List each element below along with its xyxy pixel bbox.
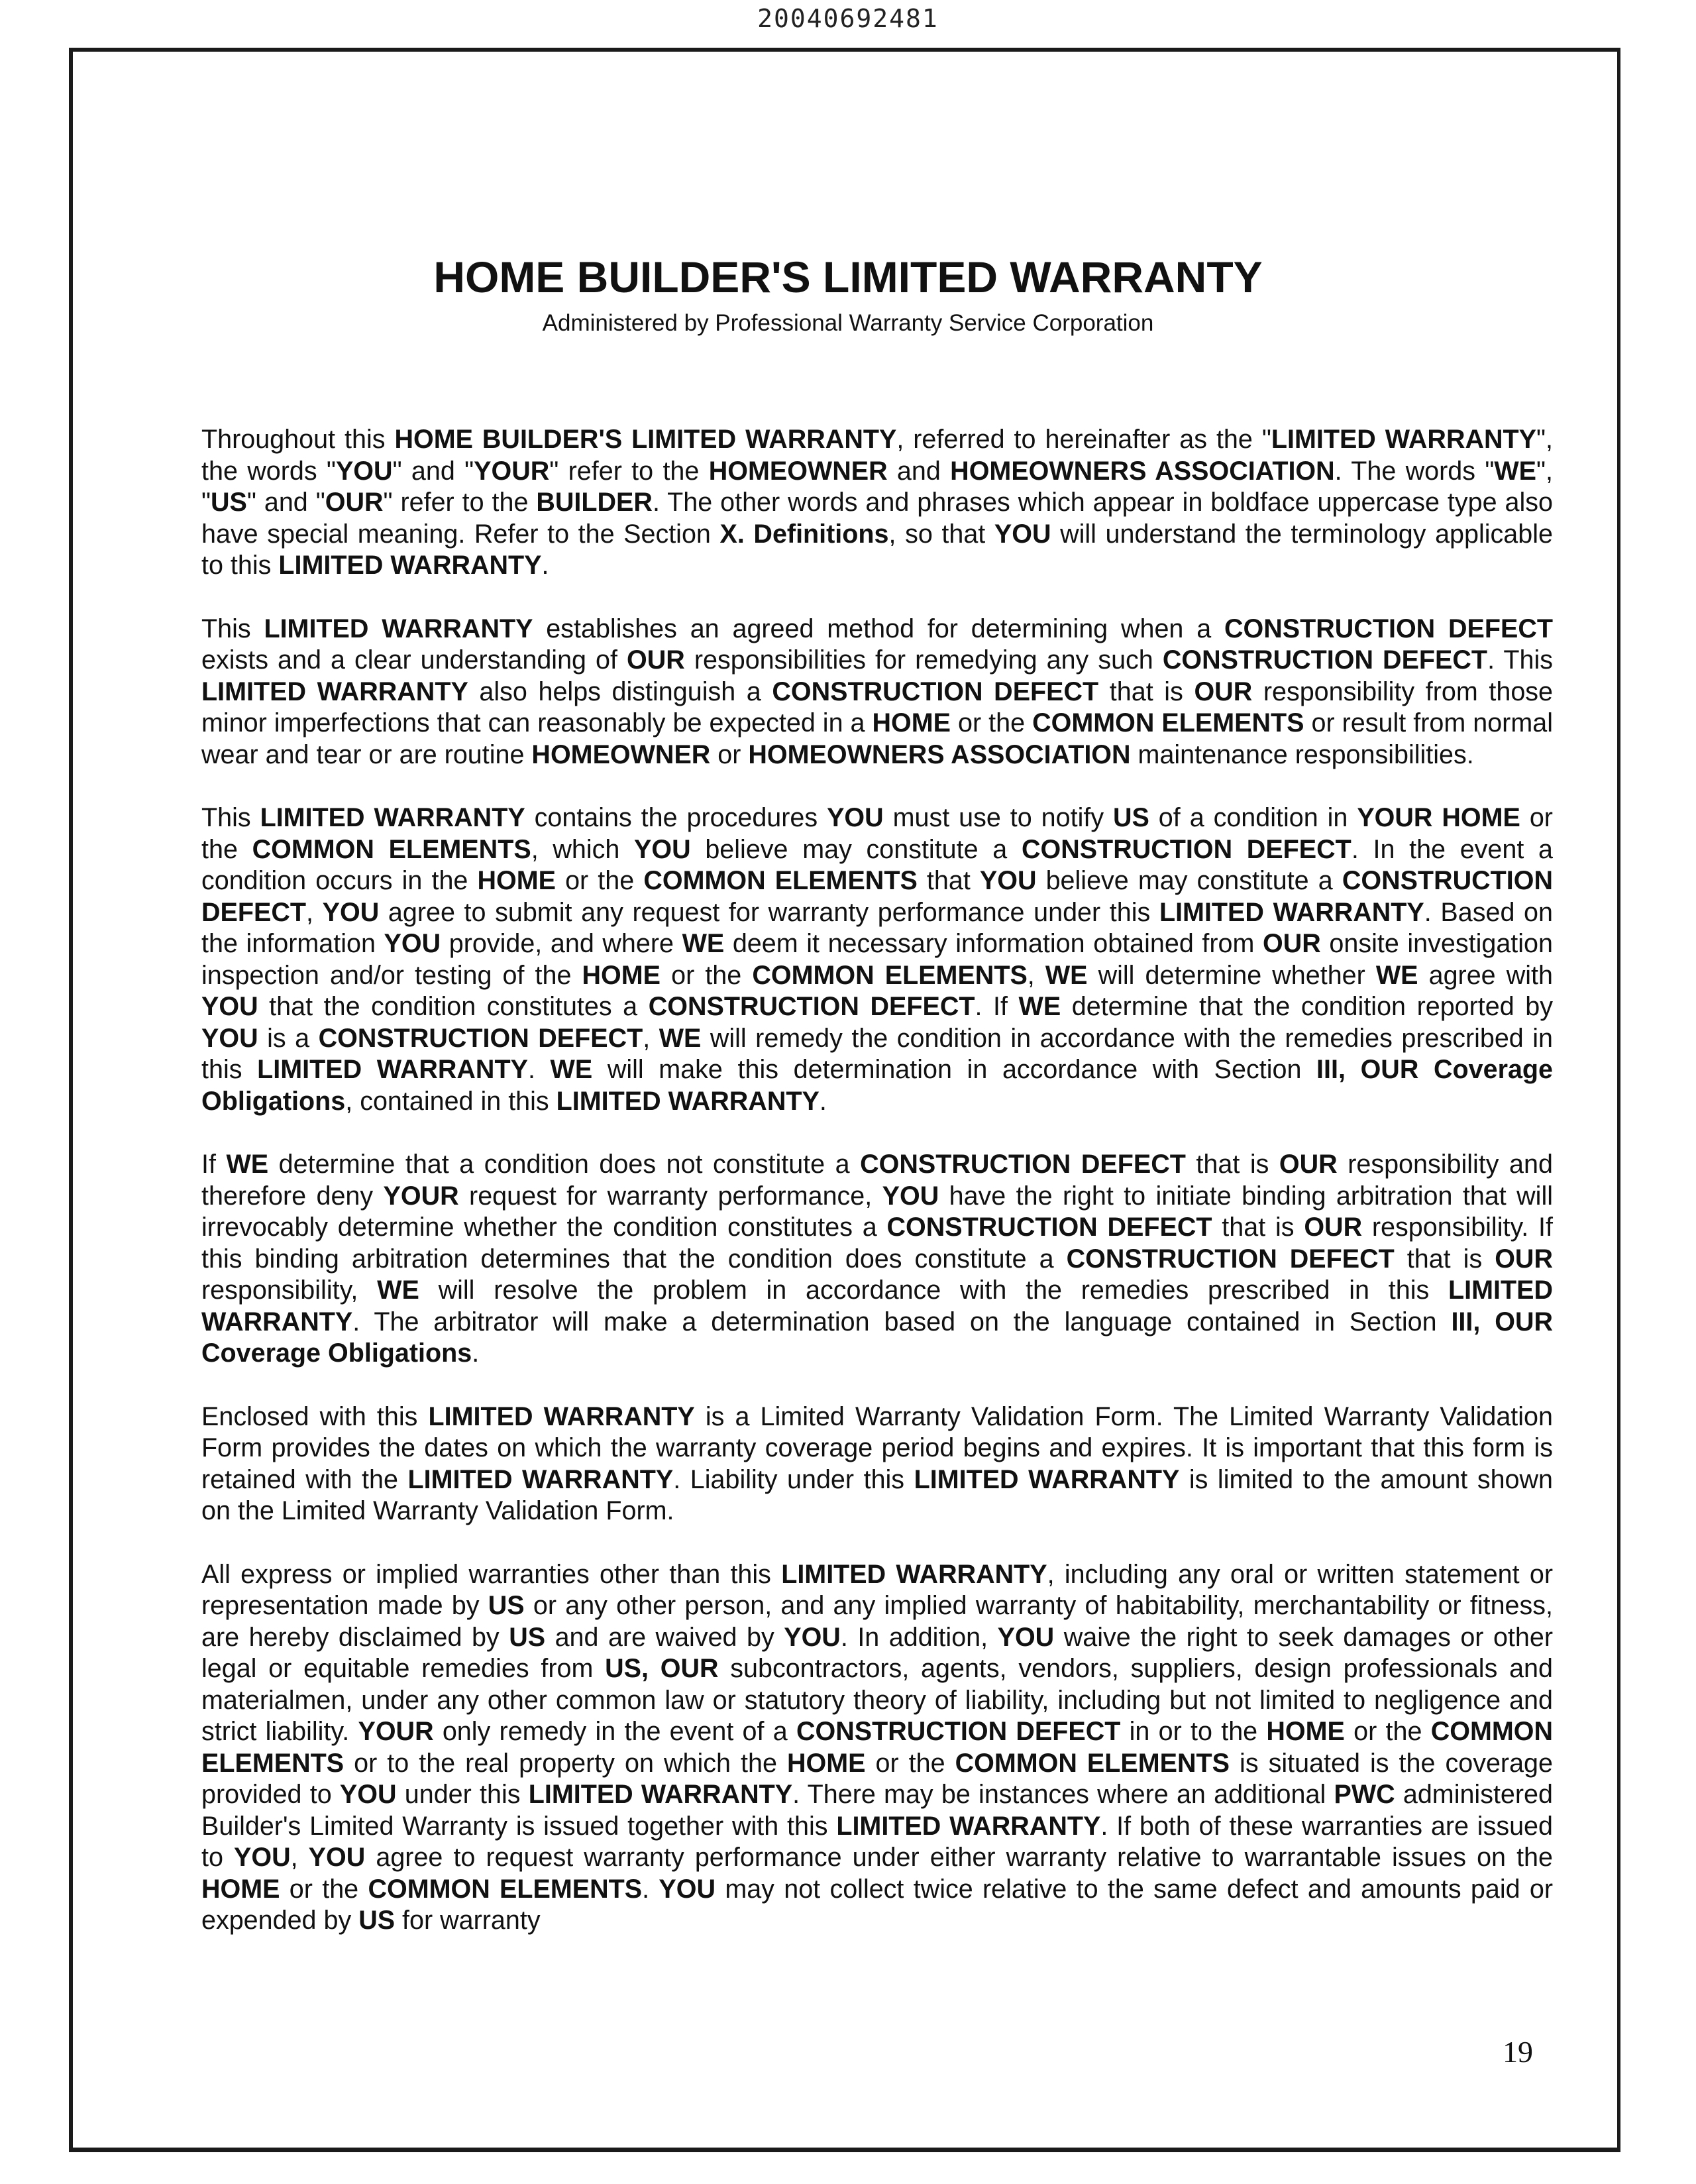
text-run: responsibility. If this binding arbitration determines that the condition does constitute a bbox=[201, 1213, 1553, 1274]
defined-term: CONSTRUCTION DEFECT bbox=[1162, 645, 1488, 675]
text-run: also helps distinguish a bbox=[468, 677, 772, 706]
text-run: " and " bbox=[392, 456, 474, 486]
defined-term: YOU bbox=[979, 866, 1037, 895]
text-run: responsibilities for remedying any such bbox=[684, 645, 1163, 675]
text-run: agree to submit any request for warranty performance under this bbox=[379, 897, 1159, 927]
paragraph-introduction bbox=[201, 424, 1553, 582]
defined-term: HOMEOWNER bbox=[708, 456, 888, 486]
defined-term: YOU bbox=[201, 992, 258, 1021]
defined-term: LIMITED WARRANTY bbox=[257, 1055, 528, 1084]
defined-term: CONSTRUCTION DEFECT bbox=[772, 677, 1099, 706]
defined-term: COMMON ELEMENTS bbox=[252, 834, 531, 864]
text-run: believe may constitute a bbox=[690, 834, 1022, 864]
text-run: agree to request warranty performance under either warranty relative to warrantable issues on the bbox=[365, 1843, 1553, 1872]
text-run: exists and a clear understanding of bbox=[201, 645, 627, 675]
text-run: or the bbox=[1344, 1717, 1431, 1746]
defined-term: US bbox=[211, 488, 247, 517]
defined-term: OUR bbox=[1304, 1213, 1363, 1242]
text-run: in or to the bbox=[1120, 1717, 1267, 1746]
text-run: will make this determination in accordance with Section bbox=[592, 1055, 1317, 1084]
defined-term: US bbox=[358, 1906, 396, 1935]
defined-term: YOU bbox=[827, 803, 884, 832]
defined-term: HOMEOWNERS ASSOCIATION bbox=[950, 456, 1335, 486]
page-number: 19 bbox=[1503, 2035, 1533, 2069]
text-run: that is bbox=[1185, 1150, 1279, 1179]
defined-term: OUR bbox=[1263, 929, 1321, 958]
text-run: or bbox=[710, 739, 749, 769]
defined-term: CONSTRUCTION DEFECT bbox=[1021, 834, 1352, 864]
defined-term: YOU bbox=[234, 1843, 291, 1872]
document-subtitle: Administered by Professional Warranty Service Corporation bbox=[542, 310, 1154, 336]
text-run: If bbox=[201, 1150, 227, 1179]
text-run: subcontractors, agents, vendors, suppliers, design professionals and materialmen, under any other common law or statutory theory of liability, including but not limited to negligence and strict liability. bbox=[201, 1654, 1553, 1746]
defined-term: CONSTRUCTION DEFECT bbox=[1224, 614, 1554, 643]
defined-term: WE bbox=[1494, 456, 1536, 486]
defined-term: OUR bbox=[1194, 677, 1253, 706]
document-body bbox=[201, 424, 1553, 1969]
defined-term: YOU bbox=[322, 897, 380, 927]
defined-term: OUR bbox=[1495, 1244, 1553, 1274]
text-run: agree with bbox=[1418, 960, 1553, 990]
defined-term: WE bbox=[1375, 960, 1418, 990]
defined-term: OUR bbox=[1279, 1150, 1338, 1179]
text-run: responsibility, bbox=[201, 1276, 378, 1305]
text-run: , so that bbox=[888, 519, 994, 549]
text-run: administered Builder's Limited Warranty is issued together with this bbox=[201, 1780, 1553, 1841]
text-run: that is bbox=[1098, 677, 1194, 706]
defined-term: OUR bbox=[325, 488, 384, 517]
defined-term: YOU bbox=[784, 1622, 841, 1652]
text-run: " refer to the bbox=[549, 456, 709, 486]
defined-term: COMMON ELEMENTS bbox=[955, 1748, 1230, 1778]
text-run: that is bbox=[1212, 1213, 1304, 1242]
text-run: responsibility from those minor imperfections that can reasonably be expected in a bbox=[201, 677, 1554, 737]
defined-term: X. Definitions bbox=[719, 519, 889, 549]
defined-term: III, OUR Coverage Obligations bbox=[201, 1307, 1554, 1368]
defined-term: US bbox=[509, 1622, 546, 1652]
text-run: . Based on the information bbox=[201, 897, 1553, 958]
defined-term: WE bbox=[1045, 960, 1088, 990]
text-run: believe may constitute a bbox=[1036, 866, 1342, 895]
text-run: may not collect twice relative to the same defect and amounts paid or expended by bbox=[201, 1874, 1553, 1935]
text-run: . bbox=[819, 1086, 827, 1116]
text-run: , bbox=[1027, 960, 1045, 990]
text-run: ", " bbox=[201, 456, 1553, 517]
text-run: only remedy in the event of a bbox=[433, 1717, 796, 1746]
text-run: or the bbox=[201, 803, 1553, 864]
text-run: . bbox=[472, 1338, 480, 1368]
defined-term: CONSTRUCTION DEFECT bbox=[1066, 1244, 1395, 1274]
text-run: . Liability under this bbox=[673, 1464, 914, 1494]
text-run: or the bbox=[280, 1874, 368, 1904]
text-run: will resolve the problem in accordance with the remedies prescribed in this bbox=[419, 1276, 1449, 1305]
defined-term: COMMON ELEMENTS bbox=[201, 1717, 1553, 1778]
defined-term: BUILDER bbox=[536, 488, 653, 517]
defined-term: US, OUR bbox=[605, 1654, 719, 1683]
text-run: . If bbox=[975, 992, 1019, 1021]
text-run: onsite investigation inspection and/or testing of the bbox=[201, 929, 1553, 990]
defined-term: YOU bbox=[997, 1622, 1055, 1652]
defined-term: YOUR bbox=[383, 1181, 459, 1211]
text-run: . In addition, bbox=[840, 1622, 998, 1652]
defined-term: CONSTRUCTION DEFECT bbox=[886, 1213, 1212, 1242]
defined-term: HOME bbox=[201, 1874, 280, 1904]
defined-term: YOU bbox=[384, 929, 441, 958]
text-run: " refer to the bbox=[383, 488, 537, 517]
defined-term: YOU bbox=[201, 1023, 258, 1053]
defined-term: YOU bbox=[882, 1181, 939, 1211]
text-run: waive the right to seek damages or other legal or equitable remedies from bbox=[201, 1622, 1553, 1683]
defined-term: CONSTRUCTION DEFECT bbox=[860, 1150, 1186, 1179]
defined-term: WE bbox=[226, 1150, 269, 1179]
defined-term: III, OUR Coverage Obligations bbox=[201, 1055, 1554, 1116]
defined-term: HOMEOWNERS ASSOCIATION bbox=[748, 739, 1131, 769]
paragraph-disclaimer bbox=[201, 1559, 1553, 1937]
defined-term: CONSTRUCTION DEFECT bbox=[318, 1023, 643, 1053]
defined-term: YOUR HOME bbox=[1357, 803, 1520, 832]
defined-term: LIMITED WARRANTY bbox=[914, 1464, 1180, 1494]
defined-term: WE bbox=[377, 1276, 419, 1305]
text-run: is limited to the amount shown on the Limited Warranty Validation Form. bbox=[201, 1464, 1553, 1525]
defined-term: LIMITED WARRANTY bbox=[407, 1464, 674, 1494]
defined-term: LIMITED WARRANTY bbox=[556, 1086, 820, 1116]
text-run: will understand the terminology applicable to this bbox=[201, 519, 1553, 580]
text-run: . If both of these warranties are issued to bbox=[201, 1811, 1553, 1872]
defined-term: WE bbox=[1018, 992, 1061, 1021]
defined-term: WE bbox=[550, 1055, 593, 1084]
text-run: will remedy the condition in accordance with the remedies prescribed in this bbox=[201, 1023, 1554, 1084]
text-run: This bbox=[201, 803, 260, 832]
text-run: deem it necessary information obtained from bbox=[724, 929, 1263, 958]
text-run: . bbox=[527, 1055, 551, 1084]
text-run: . The arbitrator will make a determination based on the language contained in Section bbox=[352, 1307, 1452, 1337]
defined-term: COMMON ELEMENTS bbox=[643, 866, 918, 895]
text-run: , bbox=[306, 897, 323, 927]
text-run: , referred to hereinafter as the " bbox=[896, 425, 1271, 454]
paragraph-procedures bbox=[201, 802, 1553, 1117]
text-run: . There may be instances where an additional bbox=[792, 1780, 1334, 1809]
text-run: . The other words and phrases which appear in boldface uppercase type also have special meaning. Refer to the Section bbox=[201, 488, 1553, 549]
defined-term: YOUR bbox=[358, 1717, 434, 1746]
text-run: or the bbox=[951, 708, 1033, 737]
defined-term: YOUR bbox=[474, 456, 550, 486]
text-run: contains the procedures bbox=[525, 803, 827, 832]
text-run: under this bbox=[396, 1780, 529, 1809]
text-run: . In the event a condition occurs in the bbox=[201, 834, 1553, 895]
text-run: . This bbox=[1487, 645, 1553, 675]
defined-term: COMMON ELEMENTS bbox=[368, 1874, 643, 1904]
text-run: that bbox=[917, 866, 980, 895]
defined-term: HOME bbox=[786, 1748, 866, 1778]
text-run: must use to notify bbox=[883, 803, 1113, 832]
text-run: that is bbox=[1394, 1244, 1495, 1274]
defined-term: WE bbox=[682, 929, 725, 958]
text-run: determine that the condition reported by bbox=[1061, 992, 1554, 1021]
text-run: or result from normal wear and tear or are routine bbox=[201, 708, 1553, 769]
text-run: Throughout this bbox=[201, 425, 395, 454]
defined-term: CONSTRUCTION DEFECT bbox=[648, 992, 975, 1021]
defined-term: CONSTRUCTION DEFECT bbox=[201, 866, 1553, 927]
document-id: 20040692481 bbox=[757, 4, 939, 33]
defined-term: LIMITED WARRANTY bbox=[201, 1276, 1553, 1337]
defined-term: LIMITED WARRANTY bbox=[428, 1401, 695, 1431]
text-run: , which bbox=[531, 834, 635, 864]
defined-term: LIMITED WARRANTY bbox=[781, 1559, 1047, 1589]
text-run: determine that a condition does not constitute a bbox=[268, 1150, 861, 1179]
defined-term: WE bbox=[659, 1023, 702, 1053]
defined-term: HOMEOWNER bbox=[531, 739, 711, 769]
text-run: . The words " bbox=[1334, 456, 1495, 486]
text-run: Enclosed with this bbox=[201, 1401, 429, 1431]
text-run: will determine whether bbox=[1087, 960, 1376, 990]
defined-term: YOU bbox=[659, 1874, 716, 1904]
defined-term: YOU bbox=[994, 519, 1051, 549]
defined-term: COMMON ELEMENTS bbox=[1032, 708, 1304, 737]
text-run: or the bbox=[661, 960, 753, 990]
text-run: maintenance responsibilities. bbox=[1130, 739, 1474, 769]
defined-term: YOU bbox=[308, 1843, 366, 1872]
defined-term: LIMITED WARRANTY bbox=[201, 677, 468, 706]
text-run: is a bbox=[258, 1023, 319, 1053]
text-run: or to the real property on which the bbox=[344, 1748, 787, 1778]
defined-term: HOME bbox=[1266, 1717, 1345, 1746]
text-run: is a Limited Warranty Validation Form. The Limited Warranty Validation Form provides the dates on which the warranty coverage period begins and expires. It is important that this form is retained with the bbox=[201, 1401, 1553, 1494]
defined-term: LIMITED WARRANTY bbox=[260, 803, 525, 832]
paragraph-arbitration bbox=[201, 1149, 1553, 1370]
defined-term: HOME bbox=[872, 708, 951, 737]
text-run: that the condition constitutes a bbox=[258, 992, 649, 1021]
defined-term: YOU bbox=[339, 1780, 397, 1809]
text-run: request for warranty performance, bbox=[458, 1181, 882, 1211]
text-run: have the right to initiate binding arbitration that will irrevocably determine whether the condition constitutes a bbox=[201, 1181, 1554, 1242]
text-run: or the bbox=[556, 866, 644, 895]
defined-term: COMMON ELEMENTS bbox=[752, 960, 1028, 990]
defined-term: HOME bbox=[582, 960, 661, 990]
text-run: , including any oral or written statement or representation made by bbox=[201, 1559, 1553, 1620]
defined-term: YOU bbox=[634, 834, 691, 864]
text-run: All express or implied warranties other than this bbox=[201, 1559, 782, 1589]
paragraph-purpose bbox=[201, 614, 1553, 771]
text-run: or the bbox=[865, 1748, 955, 1778]
text-run: provide, and where bbox=[441, 929, 682, 958]
defined-term: US bbox=[1113, 803, 1149, 832]
defined-term: LIMITED WARRANTY bbox=[1159, 897, 1424, 927]
defined-term: PWC bbox=[1334, 1780, 1395, 1809]
defined-term: CONSTRUCTION DEFECT bbox=[796, 1717, 1121, 1746]
text-run: or any other person, and any implied warranty of habitability, merchantability or fitness, are hereby disclaimed by bbox=[201, 1591, 1553, 1652]
text-run: responsibility and therefore deny bbox=[201, 1150, 1553, 1211]
defined-term: LIMITED WARRANTY bbox=[278, 551, 542, 580]
defined-term: US bbox=[488, 1591, 525, 1620]
text-run: This bbox=[201, 614, 264, 643]
text-run: , bbox=[290, 1843, 309, 1872]
text-run: and are waived by bbox=[545, 1622, 784, 1652]
text-run: . bbox=[642, 1874, 659, 1904]
text-run: " and " bbox=[246, 488, 325, 517]
paragraph-validation-form bbox=[201, 1401, 1553, 1527]
text-run: is situated is the coverage provided to bbox=[201, 1748, 1553, 1809]
defined-term: OUR bbox=[627, 645, 685, 675]
text-run: for warranty bbox=[395, 1906, 541, 1935]
document-title: HOME BUILDER'S LIMITED WARRANTY bbox=[433, 252, 1263, 301]
text-run: of a condition in bbox=[1149, 803, 1357, 832]
text-run: ", the words " bbox=[201, 425, 1553, 486]
text-run: establishes an agreed method for determining when a bbox=[533, 614, 1225, 643]
text-run: , bbox=[643, 1023, 659, 1053]
text-run: and bbox=[887, 456, 951, 486]
text-run: . bbox=[541, 551, 549, 580]
defined-term: YOU bbox=[335, 456, 393, 486]
defined-term: LIMITED WARRANTY bbox=[264, 614, 533, 643]
defined-term: HOME BUILDER'S LIMITED WARRANTY bbox=[394, 425, 897, 454]
defined-term: HOME bbox=[477, 866, 556, 895]
text-run: , contained in this bbox=[345, 1086, 556, 1116]
defined-term: LIMITED WARRANTY bbox=[528, 1780, 793, 1809]
defined-term: LIMITED WARRANTY bbox=[836, 1811, 1101, 1841]
defined-term: LIMITED WARRANTY bbox=[1271, 425, 1536, 454]
